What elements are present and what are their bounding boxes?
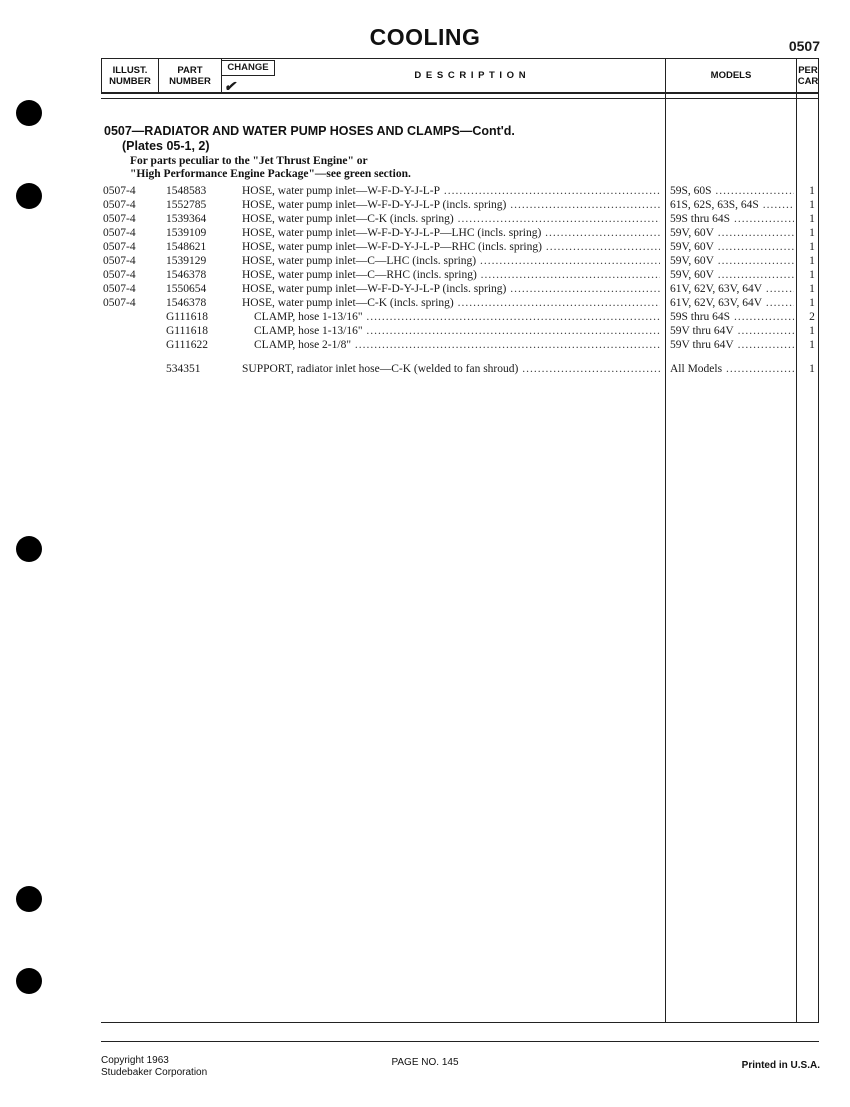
header-description: D E S C R I P T I O N	[414, 70, 527, 81]
models: All Models .....	[670, 362, 794, 376]
page-number: PAGE NO. 145	[391, 1057, 459, 1068]
header-bottom-rule	[101, 92, 819, 94]
header-top-rule	[101, 58, 819, 59]
part-number: G111618	[166, 325, 208, 337]
models: 59V thru 64V .....	[670, 338, 794, 352]
binder-hole	[16, 968, 42, 994]
section-note-line1: For parts peculiar to the "Jet Thrust Engine" or	[130, 155, 368, 167]
per-car: 1	[809, 199, 815, 211]
description: HOSE, water pump inlet—C-K (incls. spring) .....	[242, 212, 660, 226]
models: 59S thru 64S .....	[670, 310, 794, 324]
binder-hole	[16, 536, 42, 562]
models: 59V, 60V .....	[670, 254, 794, 268]
change-check-icon: ✔	[224, 78, 236, 94]
part-number: 1539109	[166, 227, 207, 239]
per-car: 1	[809, 213, 815, 225]
section-plates: (Plates 05-1, 2)	[122, 139, 210, 153]
description: HOSE, water pump inlet—W-F-D-Y-J-L-P (incls. spring) .....	[242, 198, 660, 212]
models: 59S, 60S .....	[670, 184, 794, 198]
section-title: 0507—RADIATOR AND WATER PUMP HOSES AND CLAMPS—Cont'd.	[104, 124, 515, 138]
per-car: 1	[809, 283, 815, 295]
table-row	[0, 362, 850, 376]
description: HOSE, water pump inlet—C—RHC (incls. spring) .....	[242, 268, 660, 282]
part-number: G111622	[166, 339, 208, 351]
part-number: 1546378	[166, 269, 207, 281]
part-number: 1552785	[166, 199, 207, 211]
per-car: 1	[809, 325, 815, 337]
part-number: 1539129	[166, 255, 207, 267]
page-title: COOLING	[369, 24, 481, 50]
body-bottom-rule	[101, 1022, 819, 1023]
description: HOSE, water pump inlet—W-F-D-Y-J-L-P—RHC (incls. spring) .....	[242, 240, 660, 254]
section-number: 0507	[788, 38, 820, 54]
per-car: 1	[809, 227, 815, 239]
description: CLAMP, hose 1-13/16" .....	[254, 324, 660, 338]
part-number: 1548583	[166, 185, 207, 197]
illus-number: 0507-4	[103, 185, 136, 197]
table-row	[0, 226, 850, 240]
footer-rule	[101, 1041, 819, 1042]
table-row	[0, 198, 850, 212]
table-row	[0, 212, 850, 226]
description: CLAMP, hose 1-13/16" .....	[254, 310, 660, 324]
per-car: 1	[809, 241, 815, 253]
table-row	[0, 268, 850, 282]
table-row	[0, 282, 850, 296]
part-number: G111618	[166, 311, 208, 323]
models: 59V, 60V .....	[670, 240, 794, 254]
models: 61S, 62S, 63S, 64S .....	[670, 198, 794, 212]
part-number: 1546378	[166, 297, 207, 309]
models: 61V, 62V, 63V, 64V .....	[670, 296, 794, 310]
description: HOSE, water pump inlet—W-F-D-Y-J-L-P—LHC (incls. spring) .....	[242, 226, 660, 240]
table-row	[0, 296, 850, 310]
table-row	[0, 254, 850, 268]
table-row	[0, 324, 850, 338]
table-row	[0, 338, 850, 352]
body-top-rule	[101, 98, 819, 99]
header-models: MODELS	[710, 70, 752, 81]
table-row	[0, 184, 850, 198]
part-number: 534351	[166, 363, 201, 375]
part-number: 1550654	[166, 283, 207, 295]
description: CLAMP, hose 2-1/8" .....	[254, 338, 660, 352]
binder-hole	[16, 886, 42, 912]
per-car: 1	[809, 339, 815, 351]
description: HOSE, water pump inlet—C—LHC (incls. spring) .....	[242, 254, 660, 268]
models: 59V, 60V .....	[670, 226, 794, 240]
description: HOSE, water pump inlet—W-F-D-Y-J-L-P .....	[242, 184, 660, 198]
illus-number: 0507-4	[103, 283, 136, 295]
section-note-line2: "High Performance Engine Package"—see green section.	[130, 168, 411, 180]
description: SUPPORT, radiator inlet hose—C-K (welded to fan shroud) .....	[242, 362, 660, 376]
per-car: 1	[809, 297, 815, 309]
models: 59S thru 64S .....	[670, 212, 794, 226]
part-number: 1548621	[166, 241, 207, 253]
header-part-number: PART NUMBER	[169, 65, 211, 87]
printed-in: Printed in U.S.A.	[741, 1060, 820, 1071]
binder-hole	[16, 100, 42, 126]
illus-number: 0507-4	[103, 297, 136, 309]
models: 59V, 60V .....	[670, 268, 794, 282]
header-change: CHANGE	[222, 60, 275, 76]
header-illus-number: ILLUST. NUMBER	[109, 65, 151, 87]
per-car: 1	[809, 363, 815, 375]
copyright: Copyright 1963 Studebaker Corporation	[101, 1055, 208, 1078]
illus-number: 0507-4	[103, 269, 136, 281]
per-car: 1	[809, 185, 815, 197]
header-per-car: PER CAR	[797, 65, 819, 87]
illus-number: 0507-4	[103, 213, 136, 225]
illus-number: 0507-4	[103, 199, 136, 211]
table-row	[0, 310, 850, 324]
per-car: 1	[809, 255, 815, 267]
per-car: 1	[809, 269, 815, 281]
models: 61V, 62V, 63V, 64V .....	[670, 282, 794, 296]
part-number: 1539364	[166, 213, 207, 225]
description: HOSE, water pump inlet—C-K (incls. spring) .....	[242, 296, 660, 310]
illus-number: 0507-4	[103, 227, 136, 239]
illus-number: 0507-4	[103, 255, 136, 267]
per-car: 2	[809, 311, 815, 323]
description: HOSE, water pump inlet—W-F-D-Y-J-L-P (incls. spring) .....	[242, 282, 660, 296]
models: 59V thru 64V .....	[670, 324, 794, 338]
illus-number: 0507-4	[103, 241, 136, 253]
table-row	[0, 240, 850, 254]
